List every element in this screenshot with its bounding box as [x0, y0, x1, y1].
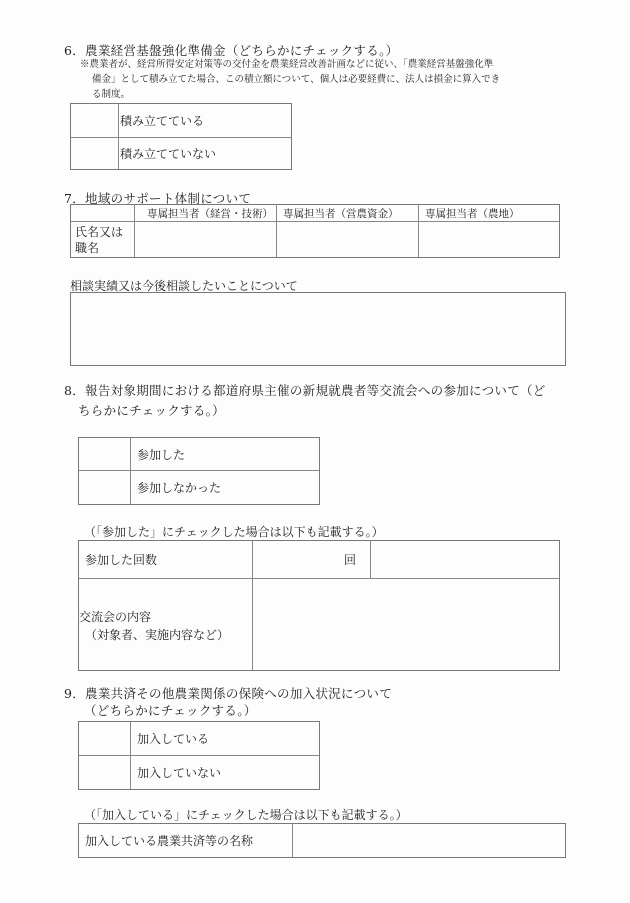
count-unit: 回 [343, 553, 356, 567]
input-management-tech-name[interactable] [135, 222, 276, 257]
section7-title: 7．地域のサポート体制について [64, 191, 252, 206]
section8-title-line2: ちらかにチェックする。） [78, 403, 225, 418]
section8-followup-note: （「参加した」にチェックした場合は以下も記載する。） [84, 525, 384, 539]
count-field[interactable] [253, 541, 370, 578]
input-farm-finance-name[interactable] [277, 222, 418, 257]
section6-title: 6．農業経営基盤強化準備金（どちらかにチェックする。） [64, 43, 399, 58]
option-label-enrolled: 加入している [137, 732, 210, 746]
checkbox-not-accumulating[interactable] [71, 138, 118, 169]
count-extra-cell [371, 541, 559, 578]
row-label-line2: 職名 [75, 241, 100, 255]
section9-options-table [78, 721, 320, 790]
header-farmland: 専属担当者（農地） [425, 207, 520, 220]
count-label: 参加した回数 [85, 553, 158, 567]
checkbox-attended[interactable] [79, 438, 130, 470]
section6-note-line3: る制度。 [92, 89, 131, 100]
insurance-name-input[interactable] [293, 824, 565, 857]
content-textarea[interactable] [253, 579, 559, 670]
insurance-name-table [78, 823, 566, 858]
checkbox-not-enrolled[interactable] [79, 756, 130, 789]
support-table [70, 204, 560, 258]
option-label-attended: 参加した [137, 447, 186, 462]
checkbox-enrolled[interactable] [79, 722, 130, 755]
section9-title-line1: 9．農業共済その他農業関係の保険への加入状況について [64, 686, 393, 701]
row-label-line1: 氏名又は [75, 225, 124, 239]
section6-note-line1: ※農業者が、経営所得安定対策等の交付金を農業経営改善計画などに従い、「農業経営基盤強化準 [80, 59, 494, 70]
input-farmland-name[interactable] [419, 222, 559, 257]
section9-title-line2: （どちらかにチェックする。） [84, 703, 257, 718]
consult-label: 相談実績又は今後相談したいことについて [70, 279, 298, 293]
section8-title [64, 381, 546, 421]
option-label-not-accumulating: 積み立てていない [120, 147, 217, 161]
content-label-line2: （対象者、実施内容など） [85, 628, 230, 642]
content-label-line1: 交流会の内容 [79, 610, 152, 624]
insurance-name-label: 加入している農業共済等の名称 [85, 834, 254, 848]
row-label-name-title [75, 224, 123, 256]
section9-followup-note: （「加入している」にチェックした場合は以下も記載する。） [84, 808, 408, 822]
option-label-not-attended: 参加しなかった [137, 481, 222, 495]
exchange-details-table [78, 540, 560, 671]
option-label-not-enrolled: 加入していない [137, 766, 222, 780]
section8-title-line1: 8．報告対象期間における都道府県主催の新規就農者等交流会への参加について（ど [64, 383, 546, 398]
consult-textarea[interactable] [70, 292, 566, 366]
header-management-tech: 専属担当者（経営・技術） [147, 207, 273, 220]
section8-options-table [78, 437, 320, 505]
option-label-accumulating: 積み立てている [120, 114, 205, 128]
section6-note [80, 57, 580, 102]
divider [130, 438, 131, 504]
section6-options-table [70, 103, 292, 170]
header-farm-finance: 専属担当者（営農資金） [283, 207, 399, 220]
checkbox-not-attended[interactable] [79, 471, 130, 504]
checkbox-accumulating[interactable] [71, 104, 118, 137]
section6-note-line2: 備金」として積み立てた場合、この積立額について、個人は必要経費に、法人は損金に算入でき [92, 74, 501, 85]
section9-title [64, 685, 392, 719]
content-label [79, 608, 229, 644]
